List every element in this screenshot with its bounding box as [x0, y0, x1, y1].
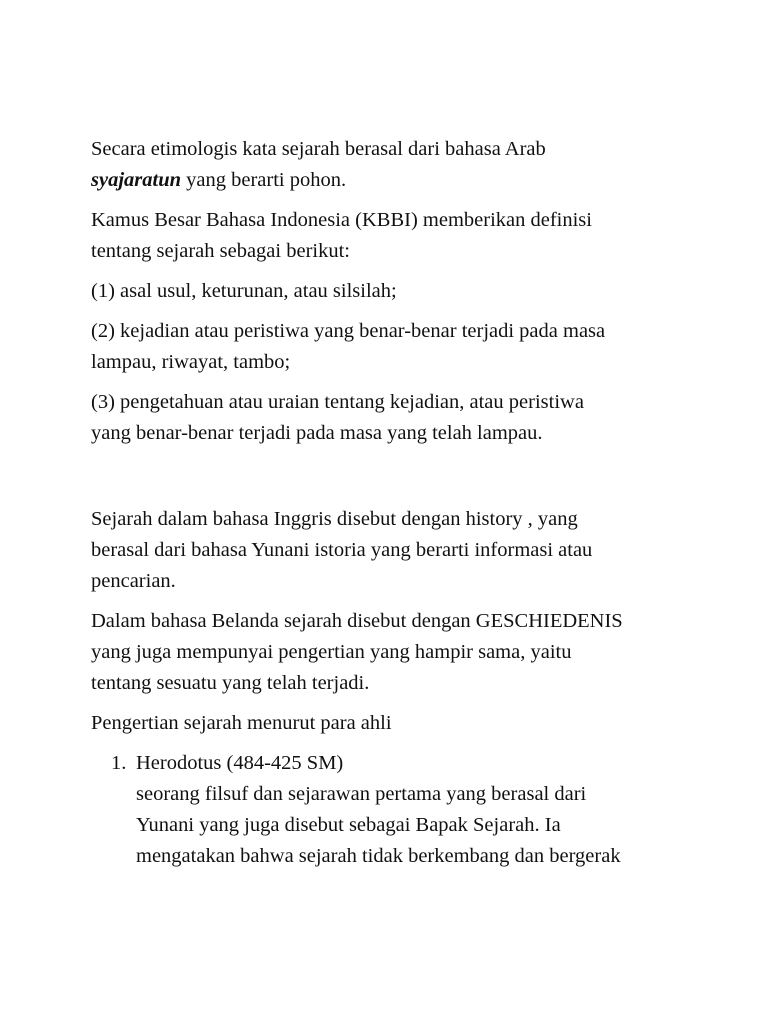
definition-1 — [91, 276, 691, 307]
text-line: tentang sejarah sebagai berikut: — [91, 240, 350, 262]
text-line: pencarian. — [91, 570, 176, 592]
text-line: berasal dari bahasa Yunani istoria yang berarti informasi atau — [91, 539, 593, 561]
text-line: (2) kejadian atau peristiwa yang benar-benar terjadi pada masa — [91, 320, 606, 342]
text-line — [91, 165, 691, 196]
text-line: seorang filsuf dan sejarawan pertama yang berasal dari — [136, 783, 587, 805]
paragraph-experts-heading — [91, 708, 691, 739]
list-number: 1. — [111, 752, 127, 774]
text-line: tentang sesuatu yang telah terjadi. — [91, 672, 370, 694]
text-line: Dalam bahasa Belanda sejarah disebut dengan GESCHIEDENIS — [91, 610, 623, 632]
text-line: (3) pengetahuan atau uraian tentang kejadian, atau peristiwa — [91, 391, 584, 413]
text-line: (1) asal usul, keturunan, atau silsilah; — [91, 280, 397, 302]
paragraph-spacer — [91, 458, 691, 504]
definition-3 — [91, 387, 691, 449]
document-body — [91, 134, 691, 872]
text-line: yang juga mempunyai pengertian yang hampir sama, yaitu — [91, 641, 572, 663]
text-line: mengatakan bahwa sejarah tidak berkembang dan bergerak — [136, 845, 621, 867]
paragraph-etymology — [91, 134, 691, 196]
paragraph-dutch — [91, 606, 691, 699]
text-line: Sejarah dalam bahasa Inggris disebut dengan history , yang — [91, 508, 578, 530]
expert-name: Herodotus (484-425 SM) — [136, 752, 344, 774]
definition-2 — [91, 316, 691, 378]
text-line: Yunani yang juga disebut sebagai Bapak Sejarah. Ia — [136, 814, 561, 836]
text-fragment: yang berarti pohon. — [181, 169, 347, 191]
paragraph-english — [91, 504, 691, 597]
text-line: Pengertian sejarah menurut para ahli — [91, 712, 392, 734]
term-syajaratun: syajaratun — [91, 169, 181, 191]
experts-list — [91, 748, 691, 872]
text-line: Secara etimologis kata sejarah berasal dari bahasa Arab — [91, 138, 546, 160]
list-item — [91, 748, 691, 872]
text-line: Kamus Besar Bahasa Indonesia (KBBI) memberikan definisi — [91, 209, 592, 231]
text-line: yang benar-benar terjadi pada masa yang telah lampau. — [91, 422, 543, 444]
paragraph-kbbi — [91, 205, 691, 267]
text-line: lampau, riwayat, tambo; — [91, 351, 291, 373]
